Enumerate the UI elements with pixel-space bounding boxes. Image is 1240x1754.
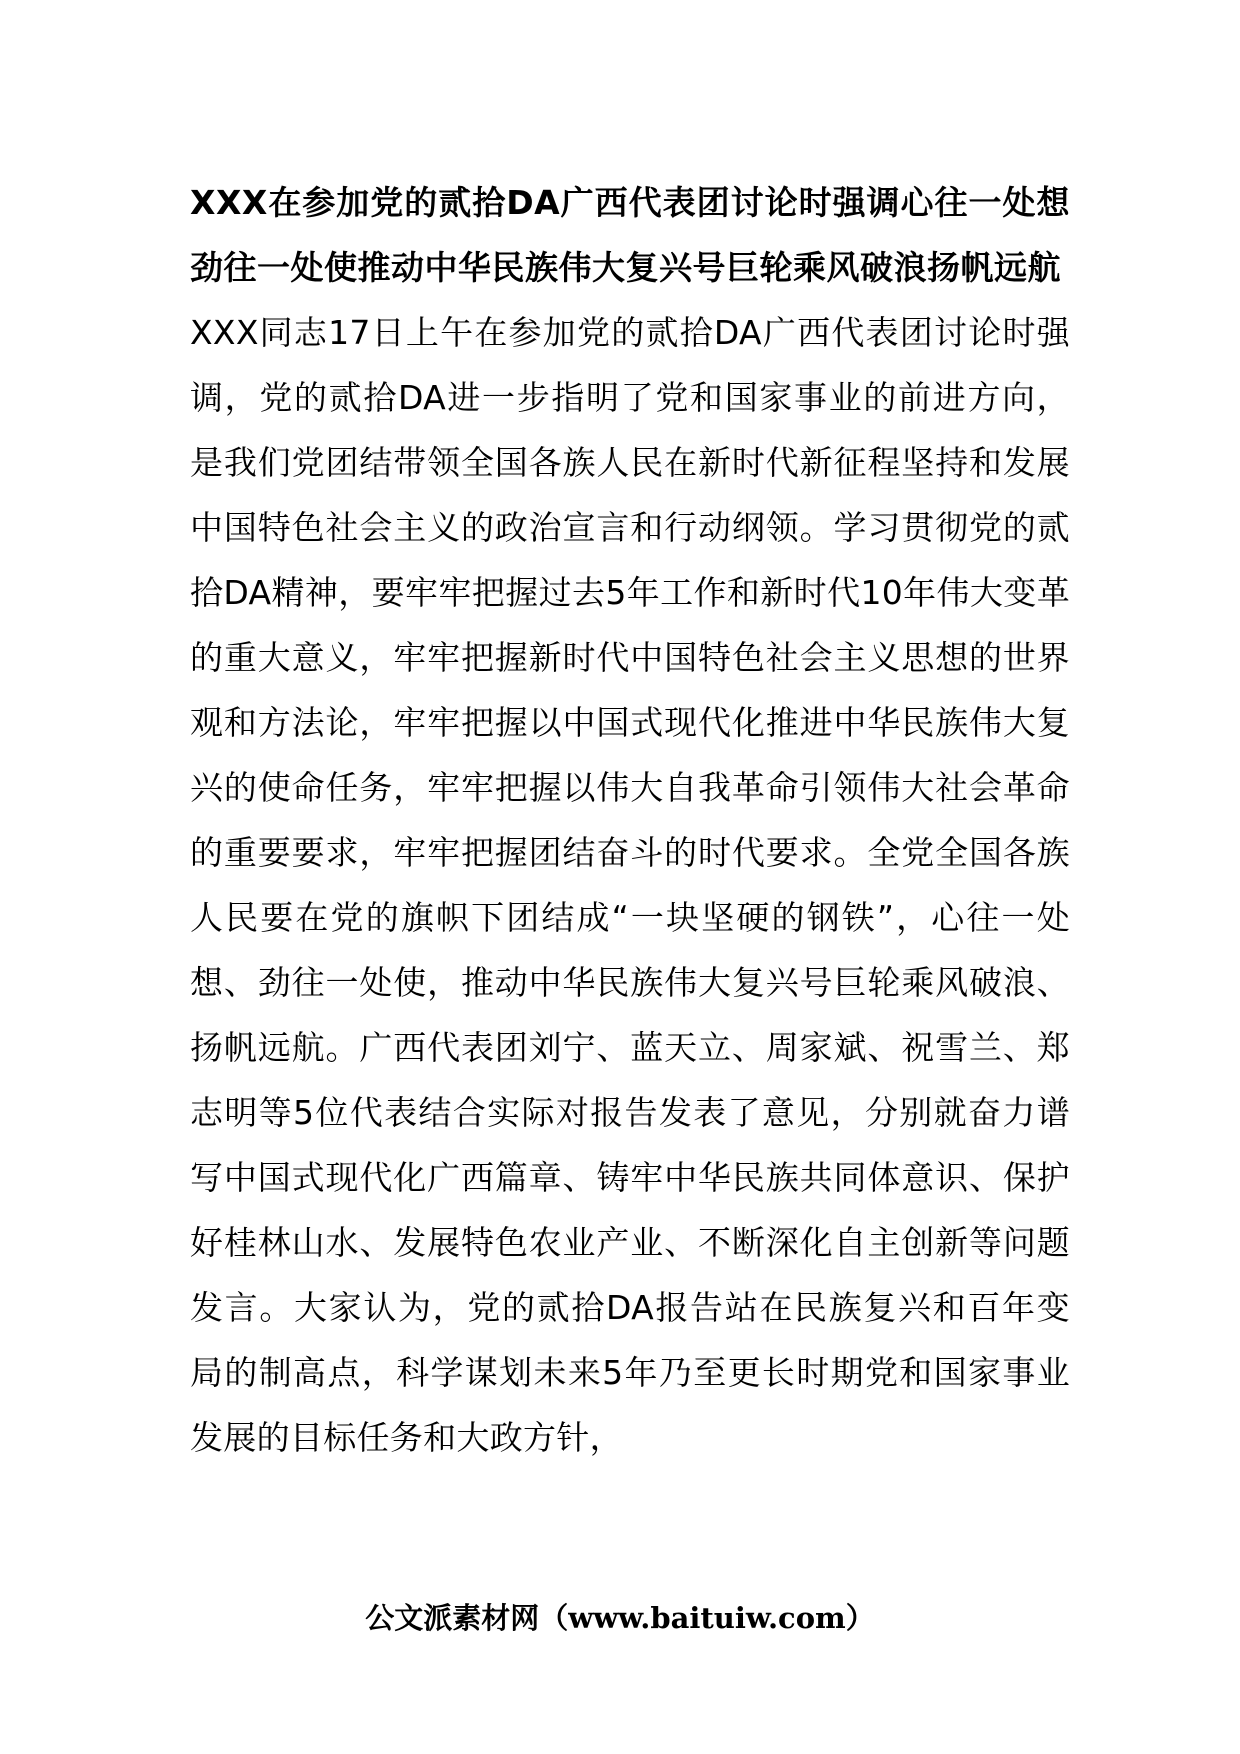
document-content (190, 170, 1070, 1470)
document-title: XXX在参加党的贰拾DA广西代表团讨论时强调心往一处想劲往一处使推动中华民族伟大复兴号巨轮乘风破浪扬帆远航 (190, 183, 1070, 287)
page-footer-watermark: 公文派素材网（www.baituiw.com） (365, 1601, 875, 1635)
document-body-paragraph: XXX同志17日上午在参加党的贰拾DA广西代表团讨论时强调，党的贰拾DA进一步指明了党和国家事业的前进方向，是我们党团结带领全国各族人民在新时代新征程坚持和发展中国特色社会主义的政治宣言和行动纲领。学习贯彻党的贰拾DA精神，要牢牢把握过去5年工作和新时代10年伟大变革的重大意义，牢牢把握新时代中国特色社会主义思想的世界观和方法论，牢牢把握以中国式现代化推进中华民族伟大复兴的使命任务，牢牢把握以伟大自我革命引领伟大社会革命的重要要求，牢牢把握团结奋斗的时代要求。全党全国各族人民要在党的旗帜下团结成“一块坚硬的钢铁”，心往一处想、劲往一处使，推动中华民族伟大复兴号巨轮乘风破浪、扬帆远航。广西代表团刘宁、蓝天立、周家斌、祝雪兰、郑志明等5位代表结合实际对报告发表了意见，分别就奋力谱写中国式现代化广西篇章、铸牢中华民族共同体意识、保护好桂林山水、发展特色农业产业、不断深化自主创新等问题发言。大家认为，党的贰拾DA报告站在民族复兴和百年变局的制高点，科学谋划未来5年乃至更长时期党和国家事业发展的目标任务和大政方针， (190, 313, 1070, 1457)
